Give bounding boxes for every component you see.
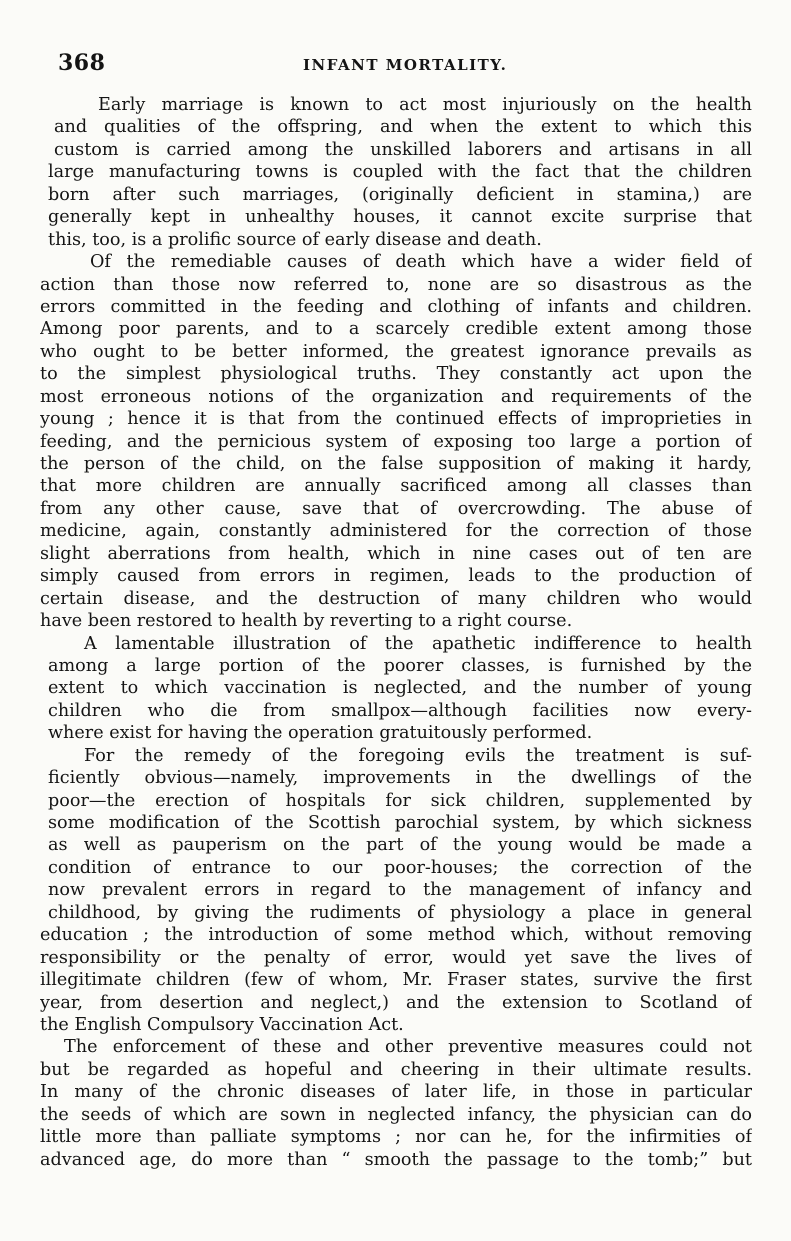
text-line: illegitimate children (few of whom, Mr. Fraser states, survive the first [40, 970, 752, 991]
paragraph-remedy [40, 745, 752, 1037]
text-line: In many of the chronic diseases of later life, in those in particular [40, 1082, 752, 1103]
text-line: advanced age, do more than “ smooth the passage to the tomb;” but [40, 1149, 752, 1170]
text-line: most erroneous notions of the organization and requirements of the [40, 386, 752, 407]
text-line: custom is carried among the unskilled laborers and artisans in all [54, 139, 752, 160]
text-line: certain disease, and the destruction of many children who would [40, 588, 752, 609]
text-line: responsibility or the penalty of error, would yet save the lives of [40, 947, 752, 968]
text-line: some modification of the Scottish parochial system, by which sickness [48, 813, 752, 833]
text-line: born after such marriages, (originally deficient in stamina,) are [48, 184, 752, 205]
text-line: little more than palliate symptoms ; nor can he, for the infirmities of [40, 1127, 752, 1148]
text-line: as well as pauperism on the part of the young would be made a [48, 835, 752, 856]
text-line: where exist for having the operation gratuitously performed. [48, 723, 593, 744]
paragraph-enforcement [40, 1036, 752, 1171]
text-line: young ; hence it is that from the continued effects of improprieties in [40, 409, 752, 430]
text-line: slight aberrations from health, which in nine cases out of ten are [40, 543, 752, 564]
text-line: For the remedy of the foregoing evils the treatment is suf- [84, 745, 752, 766]
text-line: this, too, is a prolific source of early disease and death. [48, 229, 542, 250]
text-line: among a large portion of the poorer classes, is furnished by the [48, 655, 752, 676]
text-line: poor—the erection of hospitals for sick children, supplemented by [48, 790, 752, 811]
text-line: from any other cause, save that of overcrowding. The abuse of [40, 498, 752, 519]
text-line: but be regarded as hopeful and cheering in their ultimate results. [40, 1059, 752, 1080]
paragraph-remediable-causes [40, 251, 752, 632]
paragraph-vaccination [40, 633, 752, 745]
text-line: extent to which vaccination is neglected, and the number of young [48, 678, 752, 699]
text-line: now prevalent errors in regard to the management of infancy and [48, 880, 752, 901]
text-line: childhood, by giving the rudiments of physiology a place in general [48, 902, 752, 923]
text-line: The enforcement of these and other preventive measures could not [64, 1037, 752, 1058]
text-line: to the simplest physiological truths. They constantly act upon the [40, 364, 752, 385]
text-line: Early marriage is known to act most injuriously on the health [98, 95, 752, 115]
text-line: condition of entrance to our poor-houses; the correction of the [48, 857, 752, 878]
text-line: errors committed in the feeding and clothing of infants and children. [40, 296, 752, 317]
text-line: that more children are annually sacrificed among all classes than [40, 476, 752, 497]
text-line: children who die from smallpox—although facilities now every- [48, 700, 752, 721]
text-line: medicine, again, constantly administered for the correction of those [40, 521, 752, 542]
page-number: 368 [58, 50, 106, 76]
body-text [40, 94, 752, 1171]
paragraph-early-marriage [40, 94, 752, 251]
text-line: have been restored to health by reverting to a right course. [40, 611, 573, 632]
text-line: action than those now referred to, none are so disastrous as the [40, 274, 752, 295]
text-line: the English Compulsory Vaccination Act. [40, 1014, 404, 1035]
text-line: large manufacturing towns is coupled with the fact that the children [48, 162, 752, 183]
text-line: year, from desertion and neglect,) and the extension to Scotland of [40, 992, 752, 1013]
text-line: who ought to be better informed, the greatest ignorance prevails as [40, 341, 752, 362]
text-line: A lamentable illustration of the apathetic indifference to health [84, 633, 752, 654]
text-line: Among poor parents, and to a scarcely credible extent among those [40, 319, 752, 340]
text-line: education ; the introduction of some method which, without removing [40, 925, 752, 946]
text-line: the seeds of which are sown in neglected infancy, the physician can do [40, 1104, 752, 1125]
running-head: INFANT MORTALITY. [303, 56, 508, 74]
text-line: ficiently obvious—namely, improvements in the dwellings of the [48, 768, 752, 789]
text-line: the person of the child, on the false supposition of making it hardy, [40, 454, 752, 474]
text-line: Of the remediable causes of death which have a wider field of [90, 252, 752, 273]
text-line: simply caused from errors in regimen, leads to the production of [40, 566, 752, 587]
text-line: and qualities of the offspring, and when the extent to which this [54, 117, 752, 138]
text-line: generally kept in unhealthy houses, it cannot excite surprise that [48, 207, 752, 228]
text-line: feeding, and the pernicious system of exposing too large a portion of [40, 431, 752, 452]
page-header [58, 50, 758, 80]
